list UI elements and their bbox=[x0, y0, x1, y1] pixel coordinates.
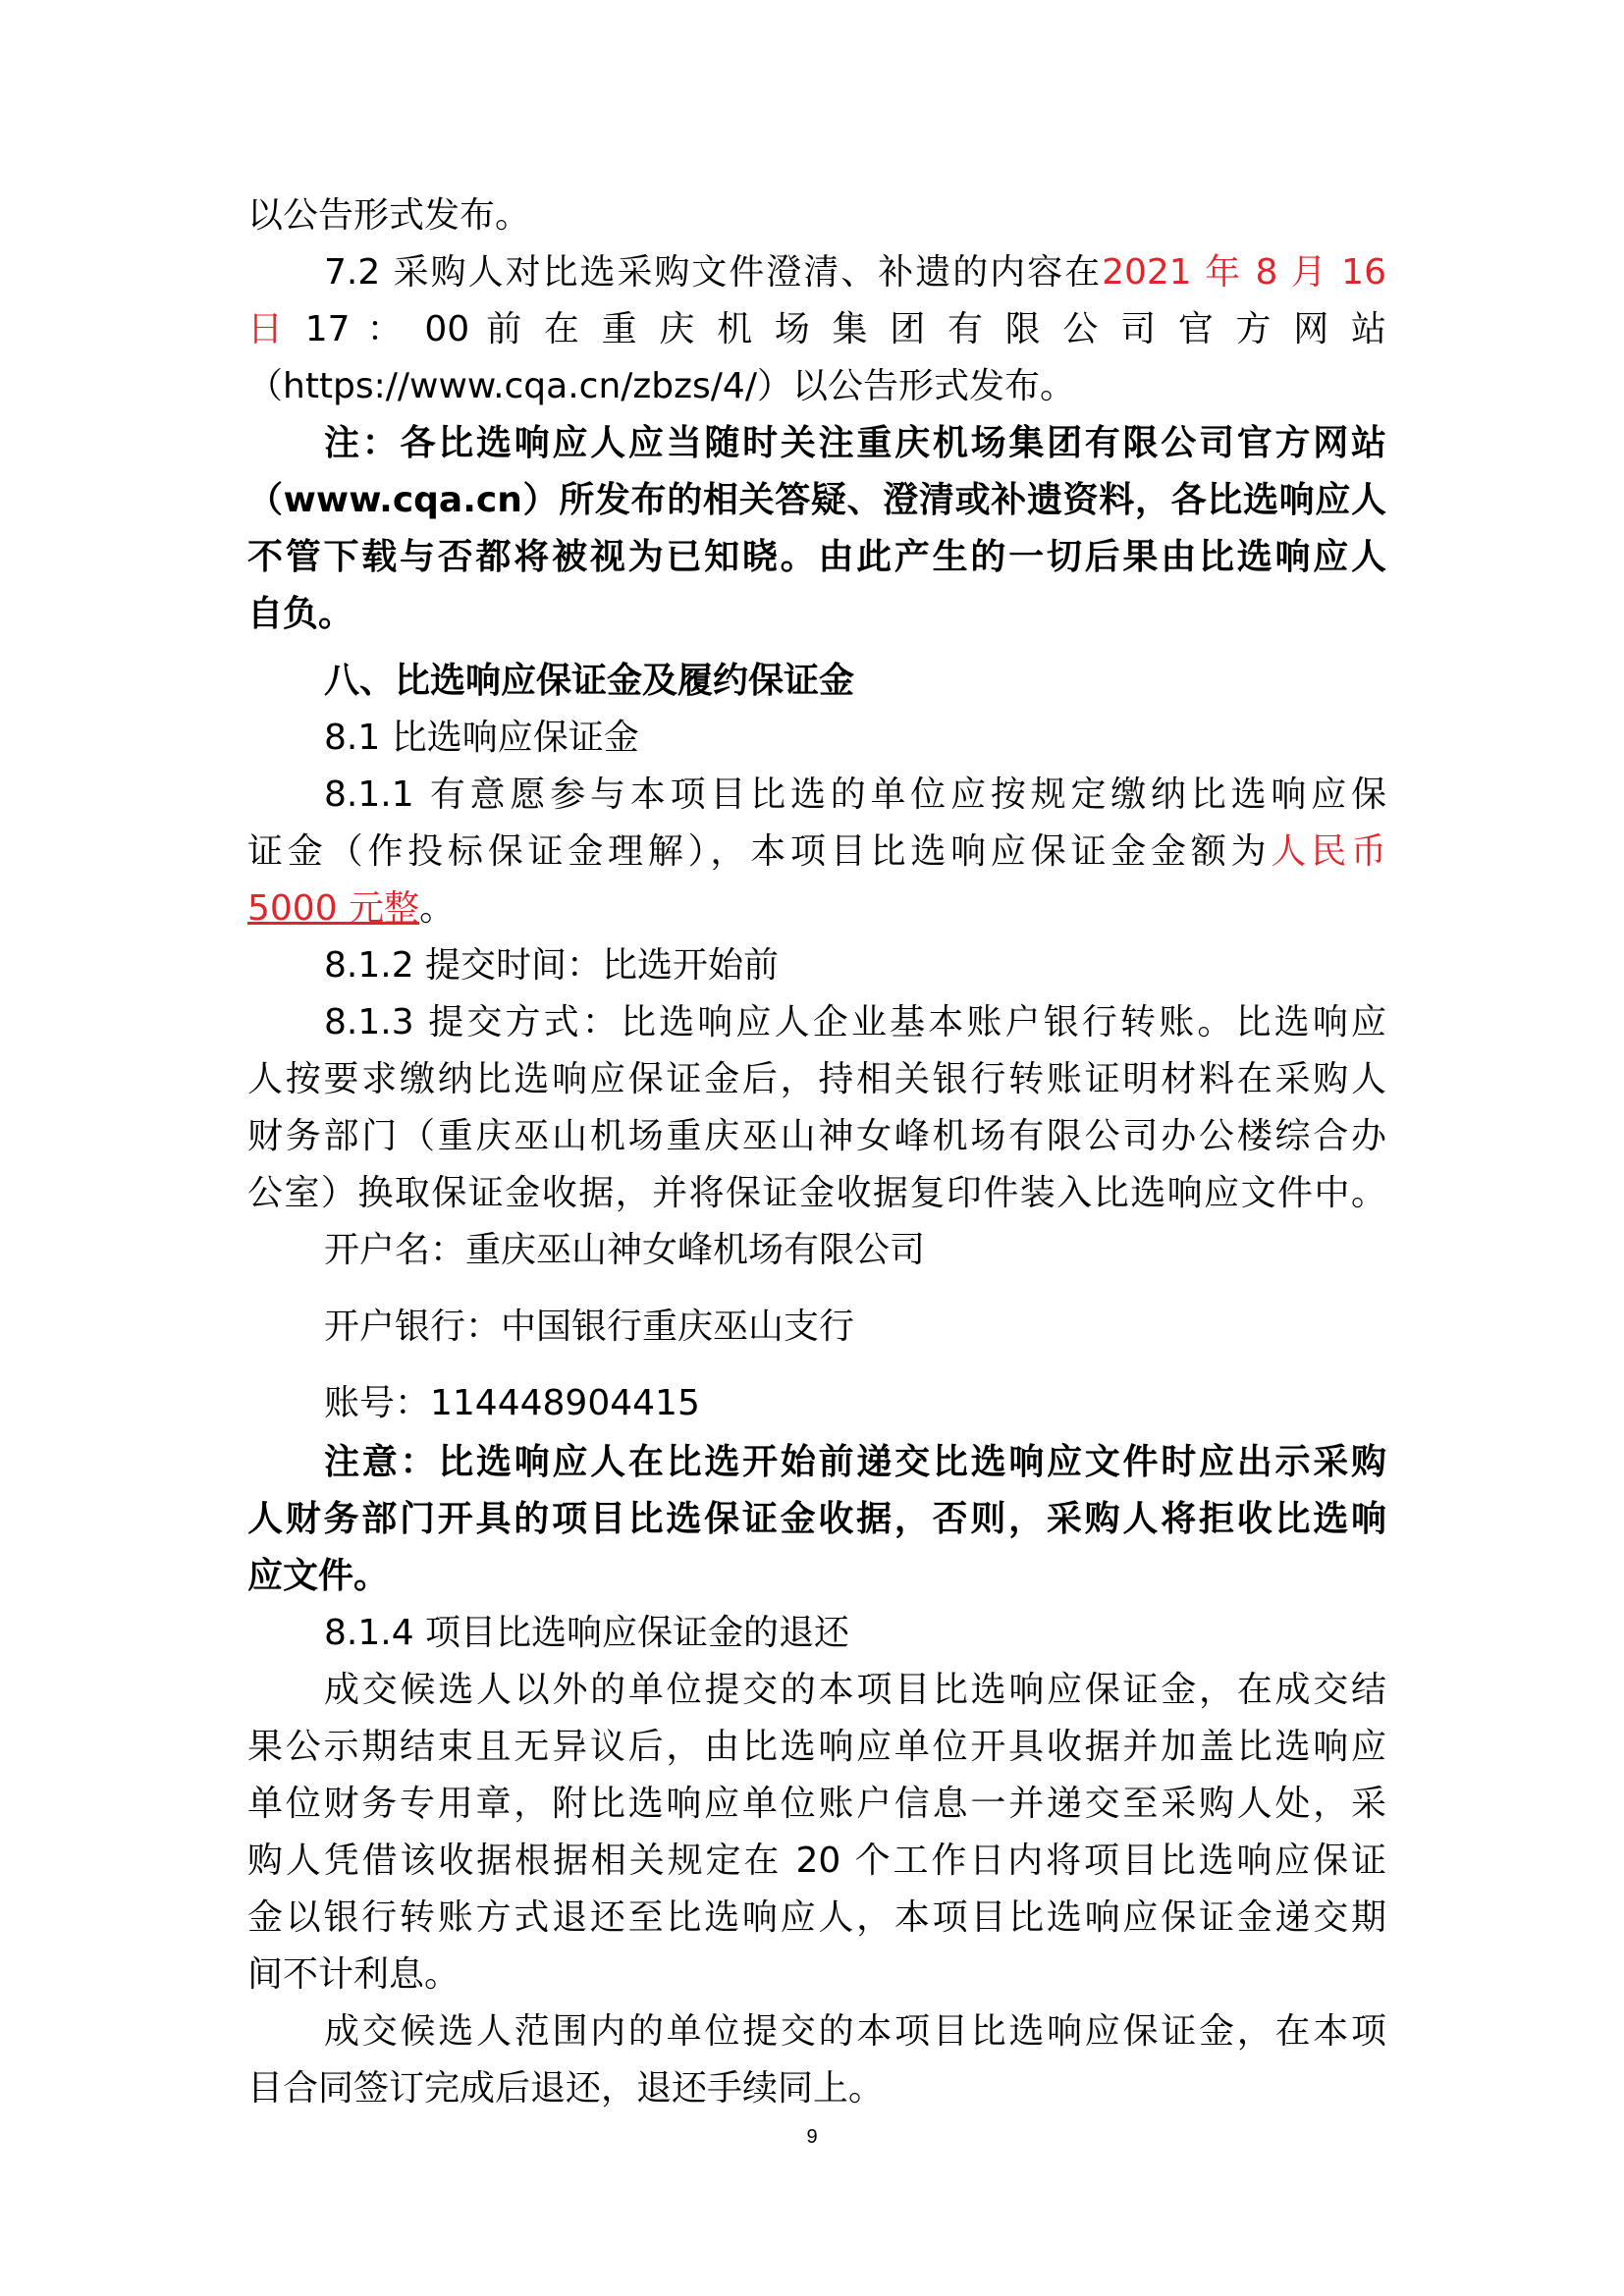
line-l14 bbox=[324, 938, 1386, 993]
text-run: 17 ： 00 前 在 重 庆 机 场 集 团 有 限 公 司 官 方 网 站 bbox=[288, 309, 1386, 349]
text-run: 间不计利息。 bbox=[247, 1954, 460, 1995]
text-run: 目合同签订完成后退还，退还手续同上。 bbox=[247, 2068, 885, 2109]
text-run: 财务部门（重庆巫山机场重庆巫山神女峰机场有限公司办公楼综合办 bbox=[247, 1116, 1386, 1156]
line-l04 bbox=[247, 359, 1386, 414]
line-l08 bbox=[247, 587, 1386, 642]
text-run: 8.1.2 提交时间：比选开始前 bbox=[324, 945, 780, 986]
line-l31 bbox=[247, 1948, 1386, 2002]
heading-run: 八、比选响应保证金及履约保证金 bbox=[324, 661, 855, 701]
line-l23 bbox=[247, 1492, 1386, 1547]
subsection-heading bbox=[324, 711, 1386, 766]
text-run: 开户银行：中国银行重庆巫山支行 bbox=[324, 1307, 855, 1347]
line-l22 bbox=[324, 1435, 1386, 1490]
text-run: 购人凭借该收据根据相关规定在 20 个工作日内将项目比选响应保证 bbox=[247, 1841, 1386, 1881]
line-l28 bbox=[247, 1777, 1386, 1832]
text-run: 金以银行转账方式退还至比选响应人，本项目比选响应保证金递交期 bbox=[247, 1897, 1386, 1938]
text-run: 公室）换取保证金收据，并将保证金收据复印件装入比选响应文件中。 bbox=[247, 1173, 1386, 1213]
line-l02 bbox=[324, 245, 1386, 300]
line-l01 bbox=[247, 188, 1386, 243]
text-run: 单位财务专用章，附比选响应单位账户信息一并递交至采购人处，采 bbox=[247, 1784, 1386, 1824]
text-run: 证金（作投标保证金理解），本项目比选响应保证金金额为 bbox=[247, 831, 1272, 872]
highlight-amount-run: 5000 元整 bbox=[247, 888, 420, 929]
line-l12 bbox=[247, 825, 1386, 880]
line-l33 bbox=[247, 2061, 1386, 2116]
text-run: 成交候选人范围内的单位提交的本项目比选响应保证金，在本项 bbox=[324, 2011, 1386, 2052]
line-l30 bbox=[247, 1891, 1386, 1946]
note-run: 自负。 bbox=[247, 594, 354, 634]
line-l17 bbox=[247, 1109, 1386, 1164]
highlight-amount-run: 人民币 bbox=[1271, 831, 1386, 872]
text-run: 。 bbox=[419, 888, 456, 929]
text-run: 8.1.3 提交方式：比选响应人企业基本账户银行转账。比选响应 bbox=[324, 1002, 1386, 1042]
text-run: 成交候选人以外的单位提交的本项目比选响应保证金，在成交结 bbox=[324, 1670, 1386, 1710]
note-run: 人财务部门开具的项目比选保证金收据，否则，采购人将拒收比选响 bbox=[247, 1499, 1386, 1539]
text-run: 人按要求缴纳比选响应保证金后，持相关银行转账证明材料在采购人 bbox=[247, 1059, 1386, 1099]
note-run: （www.cqa.cn）所发布的相关答疑、澄清或补遗资料，各比选响应人 bbox=[247, 480, 1386, 520]
text-run: 开户名：重庆巫山神女峰机场有限公司 bbox=[324, 1230, 926, 1270]
line-l13 bbox=[247, 881, 1386, 936]
text-run: 8.1.1 有意愿参与本项目比选的单位应按规定缴纳比选响应保 bbox=[324, 774, 1386, 815]
line-l03 bbox=[247, 302, 1386, 357]
line-l27 bbox=[247, 1720, 1386, 1775]
text-run: 8.1 比选响应保证金 bbox=[324, 718, 639, 758]
note-run: 注：各比选响应人应当随时关注重庆机场集团有限公司官方网站 bbox=[324, 423, 1386, 463]
line-l07 bbox=[247, 530, 1386, 585]
line-l05 bbox=[324, 416, 1386, 471]
text-run: 以公告形式发布。 bbox=[247, 195, 531, 236]
line-l06 bbox=[247, 473, 1386, 528]
account-number-line bbox=[324, 1376, 1386, 1431]
text-run: 果公示期结束且无异议后，由比选响应单位开具收据并加盖比选响应 bbox=[247, 1727, 1386, 1767]
highlight-date-run: 日 bbox=[247, 309, 289, 349]
line-l32 bbox=[324, 2004, 1386, 2059]
line-l25 bbox=[324, 1606, 1386, 1661]
line-l11 bbox=[324, 768, 1386, 823]
page-number: 9 bbox=[806, 2126, 818, 2148]
line-l18 bbox=[247, 1166, 1386, 1221]
highlight-date-run: 2021 年 8 月 16 bbox=[1102, 252, 1386, 293]
line-l29 bbox=[247, 1834, 1386, 1889]
line-l16 bbox=[247, 1052, 1386, 1107]
line-l15 bbox=[324, 995, 1386, 1050]
note-run: 不管下载与否都将被视为已知晓。由此产生的一切后果由比选响应人 bbox=[247, 537, 1386, 577]
text-run: 账号：114448904415 bbox=[324, 1383, 700, 1423]
text-run: 7.2 采购人对比选采购文件澄清、补遗的内容在 bbox=[324, 252, 1103, 293]
line-l24 bbox=[247, 1549, 1386, 1604]
note-run: 应文件。 bbox=[247, 1556, 390, 1596]
text-run: （https://www.cqa.cn/zbzs/4/）以公告形式发布。 bbox=[247, 366, 1075, 406]
line-l26 bbox=[324, 1663, 1386, 1718]
account-name-line bbox=[324, 1223, 1386, 1278]
text-run: 8.1.4 项目比选响应保证金的退还 bbox=[324, 1613, 850, 1653]
section-heading bbox=[324, 654, 1386, 709]
note-run: 注意：比选响应人在比选开始前递交比选响应文件时应出示采购 bbox=[324, 1442, 1386, 1482]
bank-line bbox=[324, 1300, 1386, 1355]
